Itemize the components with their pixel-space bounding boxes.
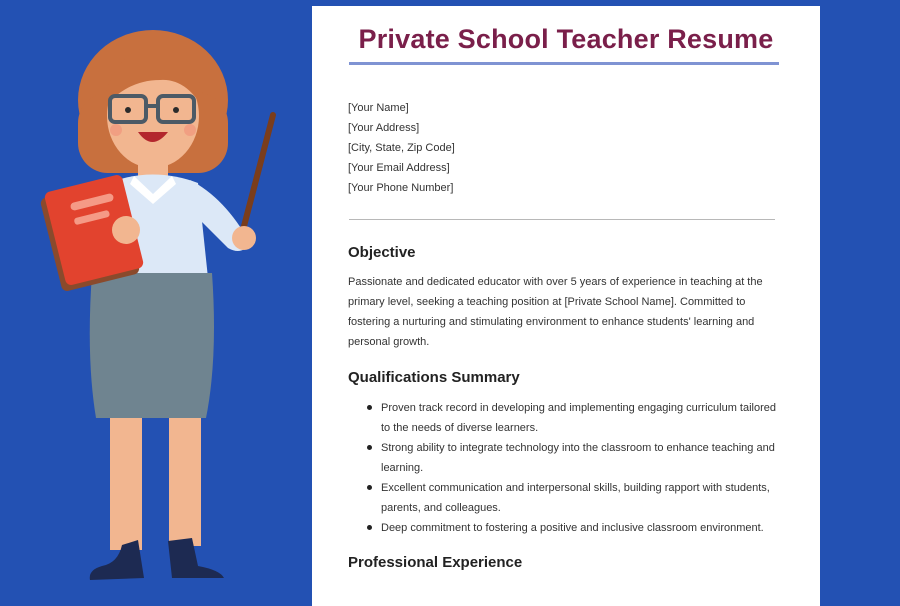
contact-address: [Your Address] xyxy=(348,122,420,134)
qualification-item: Proven track record in developing and implementing engaging curriculum tailored to the needs of diverse learners. xyxy=(348,398,780,438)
qualification-item: Deep commitment to fostering a positive and inclusive classroom environment. xyxy=(348,518,780,538)
qualification-item: Strong ability to integrate technology into the classroom to enhance teaching and learning. xyxy=(348,438,780,478)
qualifications-list xyxy=(348,398,780,538)
qualifications-heading: Qualifications Summary xyxy=(348,369,520,386)
contact-email: [Your Email Address] xyxy=(348,162,450,174)
title-underline xyxy=(349,62,779,65)
experience-heading: Professional Experience xyxy=(348,554,523,571)
objective-heading: Objective xyxy=(348,244,416,261)
objective-text: Passionate and dedicated educator with over 5 years of experience in teaching at the primary level, seeking a teaching position at [Private School Name]. Committed to fostering a nurturing and stimulating environment to enhance students' learning and personal growth. xyxy=(348,276,763,348)
qualification-item: Excellent communication and interpersonal skills, building rapport with students, parents, and colleagues. xyxy=(348,478,780,518)
contact-block xyxy=(348,98,455,198)
section-divider xyxy=(349,219,775,220)
contact-name: [Your Name] xyxy=(348,102,409,114)
resume-page xyxy=(312,6,820,606)
contact-city-state-zip: [City, State, Zip Code] xyxy=(348,142,455,154)
teacher-illustration xyxy=(30,18,300,593)
resume-title: Private School Teacher Resume xyxy=(358,24,774,54)
contact-phone: [Your Phone Number] xyxy=(348,182,454,194)
